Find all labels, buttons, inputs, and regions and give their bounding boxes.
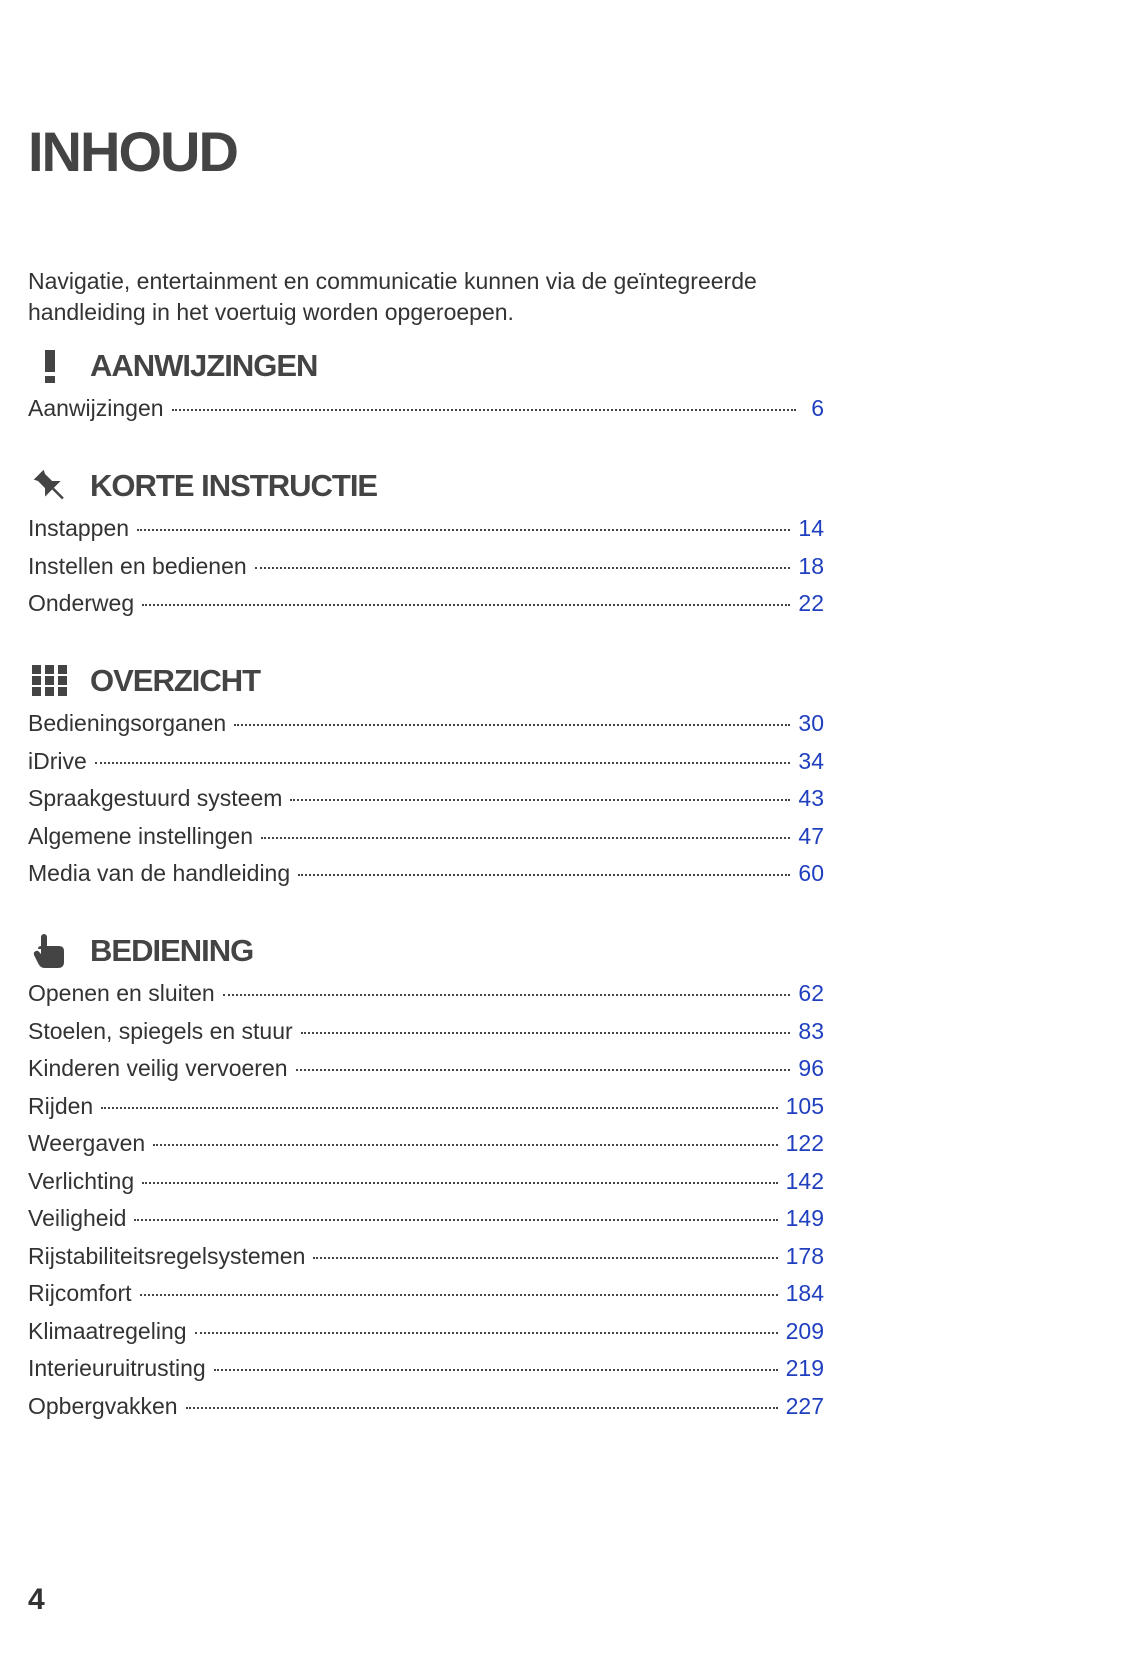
pointing-hand-icon [28, 931, 72, 971]
toc-page-link[interactable]: 178 [785, 1242, 824, 1269]
dot-leader [142, 1182, 778, 1184]
toc-page-link[interactable]: 96 [798, 1055, 824, 1081]
toc-list [28, 390, 824, 428]
dot-leader [290, 799, 790, 801]
dot-leader [137, 529, 790, 531]
toc-page-link[interactable]: 209 [785, 1317, 824, 1344]
toc-entry-label: Kinderen veilig vervoeren [28, 1055, 288, 1081]
toc-entry-label: Klimaatregeling [28, 1317, 187, 1344]
toc-entry[interactable] [28, 1088, 824, 1126]
dot-leader [186, 1407, 778, 1409]
toc-page-link[interactable]: 47 [798, 822, 824, 849]
toc-entry-label: iDrive [28, 747, 87, 774]
toc-entry[interactable] [28, 1163, 824, 1201]
page-title: INHOUD [28, 120, 237, 183]
toc-page-link[interactable]: 227 [785, 1392, 824, 1419]
section-korte-instructie [28, 466, 824, 623]
toc-entry-label: Veiligheid [28, 1205, 127, 1231]
intro-text: Navigatie, entertainment en communicatie kunnen via de geïntegreerde handleiding in het voertuig worden opgeroepen. [28, 268, 757, 325]
toc-entry[interactable] [28, 1313, 824, 1351]
toc-page-link[interactable]: 142 [785, 1167, 824, 1194]
toc-entry[interactable] [28, 1388, 824, 1426]
page-number: 4 [28, 1583, 45, 1616]
toc-page-link[interactable]: 6 [811, 395, 824, 421]
toc-entry[interactable] [28, 1200, 824, 1238]
toc-entry-label: Stoelen, spiegels en stuur [28, 1017, 293, 1044]
toc-page-link[interactable]: 105 [785, 1092, 824, 1119]
toc-entry[interactable] [28, 1125, 824, 1163]
toc-entry-label: Aanwijzingen [28, 395, 164, 421]
dot-leader [142, 604, 790, 606]
grid-icon [28, 661, 72, 701]
toc-page-link[interactable]: 14 [798, 515, 824, 541]
toc-entry-label: Verlichting [28, 1167, 135, 1194]
section-title: OVERZICHT [90, 663, 261, 698]
section-aanwijzingen [28, 346, 824, 428]
dot-leader [95, 762, 791, 764]
dot-leader [153, 1144, 777, 1146]
dot-leader [195, 1332, 778, 1334]
toc-page-link[interactable]: 43 [798, 785, 824, 811]
toc-page-link[interactable]: 122 [785, 1130, 824, 1156]
dot-leader [234, 724, 790, 726]
toc-list [28, 510, 824, 623]
dot-leader [172, 409, 796, 411]
toc-page-link[interactable]: 34 [798, 747, 824, 774]
toc-entry-label: Rijden [28, 1092, 94, 1119]
toc-entry[interactable] [28, 1275, 824, 1313]
toc-entry-label: Interieuruitrusting [28, 1355, 206, 1381]
toc-entry[interactable] [28, 743, 824, 781]
toc-entry[interactable] [28, 548, 824, 586]
section-header [28, 346, 824, 386]
dot-leader [101, 1107, 777, 1109]
section-bediening [28, 931, 824, 1425]
pushpin-icon [28, 466, 72, 506]
toc-entry-label: Algemene instellingen [28, 822, 254, 849]
toc-page-link[interactable]: 22 [798, 590, 824, 616]
toc-entry[interactable] [28, 1013, 824, 1051]
dot-leader [255, 567, 791, 569]
toc-entry-label: Weergaven [28, 1130, 146, 1156]
section-overzicht [28, 661, 824, 893]
toc-entry[interactable] [28, 1050, 824, 1088]
toc-page-link[interactable]: 60 [798, 860, 824, 886]
exclamation-icon [28, 346, 72, 386]
dot-leader [298, 874, 790, 876]
dot-leader [134, 1219, 777, 1221]
dot-leader [296, 1069, 791, 1071]
toc-entry-label: Instappen [28, 515, 130, 541]
toc-entry-label: Openen en sluiten [28, 980, 215, 1006]
toc-entry-label: Instellen en bedienen [28, 552, 247, 579]
toc-entry[interactable] [28, 818, 824, 856]
toc-entry[interactable] [28, 1238, 824, 1276]
toc-entry-label: Opbergvakken [28, 1392, 178, 1419]
section-title: AANWIJZINGEN [90, 348, 318, 383]
toc-entry[interactable] [28, 855, 824, 893]
toc-page-link[interactable]: 184 [785, 1280, 824, 1306]
section-title: BEDIENING [90, 933, 254, 968]
toc-entry[interactable] [28, 585, 824, 623]
toc-page-link[interactable]: 149 [785, 1205, 824, 1231]
toc-entry-label: Rijstabiliteitsregelsystemen [28, 1242, 306, 1269]
toc-entry-label: Rijcomfort [28, 1280, 132, 1306]
toc-entry-label: Spraakgestuurd systeem [28, 785, 283, 811]
dot-leader [301, 1032, 791, 1034]
toc-entry[interactable] [28, 975, 824, 1013]
toc-list [28, 975, 824, 1425]
toc-page-link[interactable]: 18 [798, 552, 824, 579]
toc-entry[interactable] [28, 780, 824, 818]
toc-page-link[interactable]: 62 [798, 980, 824, 1006]
toc-entry[interactable] [28, 390, 824, 428]
dot-leader [261, 837, 790, 839]
dot-leader [313, 1257, 777, 1259]
section-header [28, 661, 824, 701]
toc-list [28, 705, 824, 893]
toc-entry[interactable] [28, 1350, 824, 1388]
toc-entry[interactable] [28, 705, 824, 743]
toc-entry-label: Media van de handleiding [28, 860, 291, 886]
toc-entry[interactable] [28, 510, 824, 548]
toc-entry-label: Onderweg [28, 590, 135, 616]
section-title: KORTE INSTRUCTIE [90, 468, 378, 503]
section-header [28, 931, 824, 971]
dot-leader [140, 1294, 778, 1296]
toc-entry-label: Bedieningsorganen [28, 710, 227, 736]
toc-page-link[interactable]: 219 [785, 1355, 824, 1381]
dot-leader [214, 1369, 778, 1371]
toc-page-link[interactable]: 30 [798, 710, 824, 736]
toc-page-link[interactable]: 83 [798, 1017, 824, 1044]
section-header [28, 466, 824, 506]
dot-leader [223, 994, 791, 996]
